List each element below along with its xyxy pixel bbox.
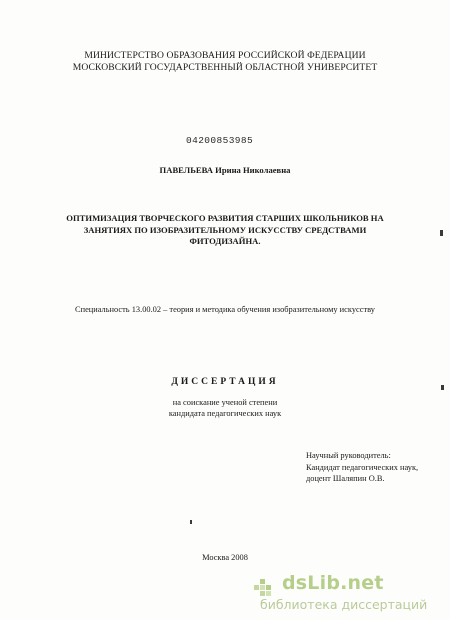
title-line-2: ЗАНЯТИЯХ ПО ИЗОБРАЗИТЕЛЬНОМУ ИСКУССТВУ СРЕДСТВАМИ xyxy=(83,224,367,235)
scan-speck xyxy=(190,520,192,524)
advisor-label: Научный руководитель: xyxy=(306,451,391,460)
registration-number: 04200853985 xyxy=(186,135,254,146)
scan-speck xyxy=(441,385,444,390)
city-year: Москва 2008 xyxy=(202,553,248,562)
dissertation-heading: ДИССЕРТАЦИЯ xyxy=(171,377,279,387)
ministry-line-2: МОСКОВСКИЙ ГОСУДАРСТВЕННЫЙ ОБЛАСТНОЙ УНИВЕРСИТЕТ xyxy=(72,62,378,73)
advisor-line-1: Кандидат педагогических наук, xyxy=(306,462,419,472)
dissertation-title xyxy=(60,213,390,248)
title-line-1: ОПТИМИЗАЦИЯ ТВОРЧЕСКОГО РАЗВИТИЯ СТАРШИХ ШКОЛЬНИКОВ НА xyxy=(66,213,384,223)
degree-line-1: на соискание ученой степени xyxy=(172,398,278,407)
dslib-logo-icon xyxy=(252,574,276,598)
watermark-brand: dsLib.net xyxy=(282,572,384,594)
title-line-3: ФИТОДИЗАЙНА. xyxy=(189,236,261,246)
scan-speck xyxy=(440,230,443,236)
degree-description xyxy=(0,397,450,419)
ministry-header xyxy=(0,50,450,74)
degree-line-2: кандидата педагогических наук xyxy=(168,409,282,418)
watermark-subtitle: библиотека диссертаций xyxy=(260,597,428,612)
advisor-line-2: доцент Шаляпин О.В. xyxy=(306,474,385,483)
scientific-advisor xyxy=(306,450,418,485)
speciality-line: Специальность 13.00.02 – теория и методика обучения изобразительному искусству xyxy=(75,305,375,314)
dslib-watermark xyxy=(252,572,442,614)
ministry-line-1: МИНИСТЕРСТВО ОБРАЗОВАНИЯ РОССИЙСКОЙ ФЕДЕРАЦИИ xyxy=(84,50,366,61)
author-name: ПАВЕЛЬЕВА Ирина Николаевна xyxy=(159,165,291,175)
